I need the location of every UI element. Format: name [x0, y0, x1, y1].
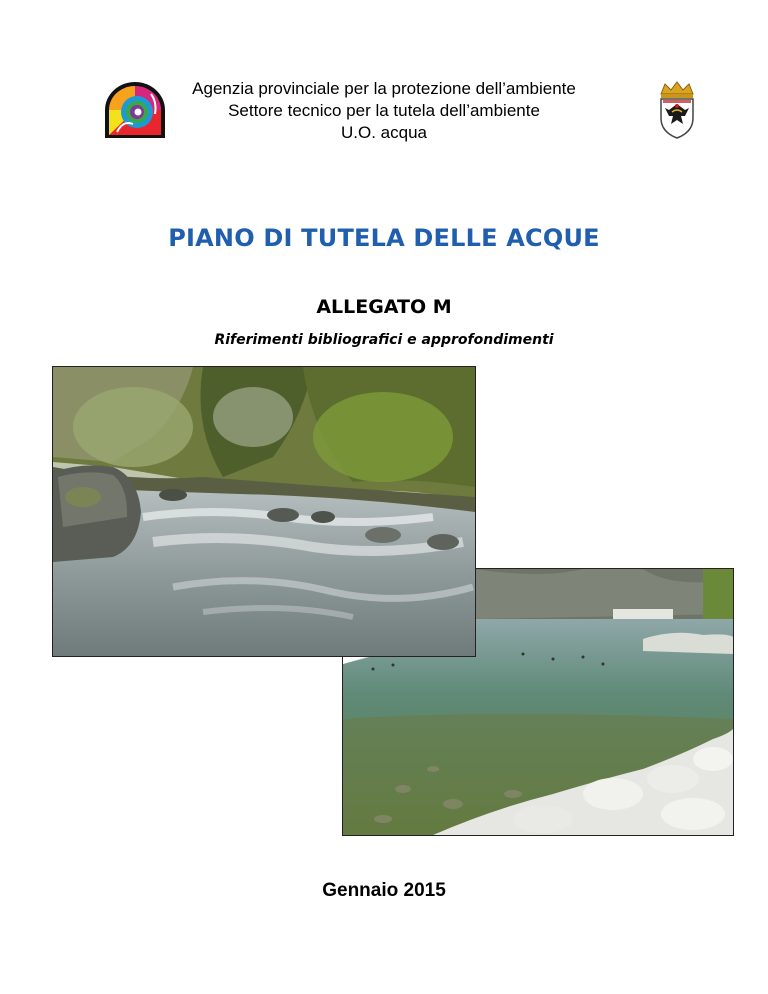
sector-name: Settore tecnico per la tutela dell’ambiente — [228, 101, 540, 120]
mountain-river-photo — [52, 366, 476, 657]
document-description: Riferimenti bibliografici e approfondimenti — [214, 332, 554, 348]
agency-name: Agenzia provinciale per la protezione dell’ambiente — [192, 79, 576, 98]
document-title: PIANO DI TUTELA DELLE ACQUE — [168, 224, 600, 252]
document-date: Gennaio 2015 — [322, 880, 446, 901]
trentino-coat-of-arms-icon — [655, 80, 699, 140]
agency-header — [0, 78, 768, 144]
unit-name: U.O. acqua — [341, 123, 427, 142]
document-subtitle: ALLEGATO M — [316, 296, 452, 318]
